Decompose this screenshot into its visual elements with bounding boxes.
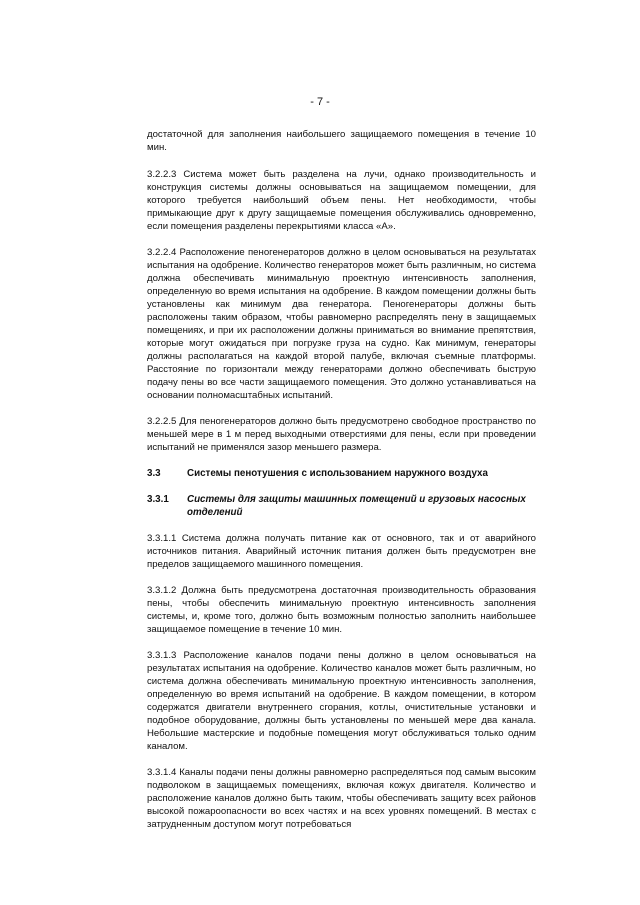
paragraph-3-3-1-4: 3.3.1.4 Каналы подачи пены должны равномерно распределяться под самым высоким подволоком в защищаемых помещениях, включая кожух двигателя. Количество и расположение каналов должно быть таким, чтобы обеспечивать защиту всех районов высокой пожароопасности во всех частях и на всех уровнях помещений. В местах с затрудненным доступом могут потребоваться xyxy=(147,767,536,830)
page-number: - 7 - xyxy=(310,96,330,108)
paragraph-3-2-2-4: 3.2.2.4 Расположение пеногенераторов должно в целом основываться на результатах испытания на одобрение. Количество генераторов может быть различным, но система должна обеспечивать минимальную проектную интенсивность заполнения, определенную во время испытания на одобрение. В каждом помещении должны быть установлены как минимум два генератора. Пеногенераторы должны быть расположены таким образом, чтобы равномерно распределять пену в защищаемых помещениях, и при их расположении должны приниматься во внимание препятствия, которые могут ожидаться при погрузке груза на судно. Как минимум, генераторы должны располагаться на каждой второй палубе, включая съемные платформы. Расстояние по горизонтали между генераторами должно обеспечивать быструю подачу пены во все части защищаемого помещения. Это должно устанавливаться на основании полномасштабных испытаний. xyxy=(147,247,536,401)
paragraph-3-3-1-3: 3.3.1.3 Расположение каналов подачи пены должно в целом основываться на результатах испытания на одобрение. Количество каналов может быть различным, но система должна обеспечивать минимальную проектную интенсивность заполнения, определенную во время испытаний на одобрение. В каждом помещении, в котором содержатся двигатели внутреннего сгорания, котлы, очистительные установки и подобное оборудование, должны быть установлены по меньшей мере два канала. Небольшие мастерские и подобные помещения могут обслуживаться только одним каналом. xyxy=(147,650,536,752)
section-heading-3-3-1 xyxy=(147,493,536,519)
paragraph-3-3-1-1: 3.3.1.1 Система должна получать питание как от основного, так и от аварийного источников питания. Аварийный источник питания должен быть предусмотрен вне пределов защищаемого машинного помещения. xyxy=(147,533,536,570)
continuation-paragraph: достаточной для заполнения наибольшего защищаемого помещения в течение 10 мин. xyxy=(147,129,536,153)
paragraph-3-2-2-5: 3.2.2.5 Для пеногенераторов должно быть предусмотрено свободное пространство по меньшей мере в 1 м перед выходными отверстиями для пены, если при проведении испытаний не применялся зазор меньшего размера. xyxy=(147,416,536,453)
section-title: Системы пенотушения с использованием наружного воздуха xyxy=(187,468,488,479)
section-heading-3-3 xyxy=(147,467,536,480)
paragraph-3-2-2-3: 3.2.2.3 Система может быть разделена на лучи, однако производительность и конструкция системы должны основываться на защищаемом помещении, для которого требуется наибольший объем пены. Нет необходимости, чтобы примыкающие друг к другу защищаемые помещения обслуживались одновременно, если помещения разделены перекрытиями класса «А». xyxy=(147,169,536,232)
document-body xyxy=(147,128,536,844)
section-number: 3.3 xyxy=(147,468,161,479)
paragraph-3-3-1-2: 3.3.1.2 Должна быть предусмотрена достаточная производительность образования пены, чтобы обеспечить минимальную проектную интенсивность заполнения системы, и, кроме того, должно быть возможным полностью заполнить наибольшее защищаемое помещение в течение 10 мин. xyxy=(147,585,536,635)
subsection-title: Системы для защиты машинных помещений и грузовых насосных отделений xyxy=(187,494,526,518)
subsection-number: 3.3.1 xyxy=(147,494,169,505)
